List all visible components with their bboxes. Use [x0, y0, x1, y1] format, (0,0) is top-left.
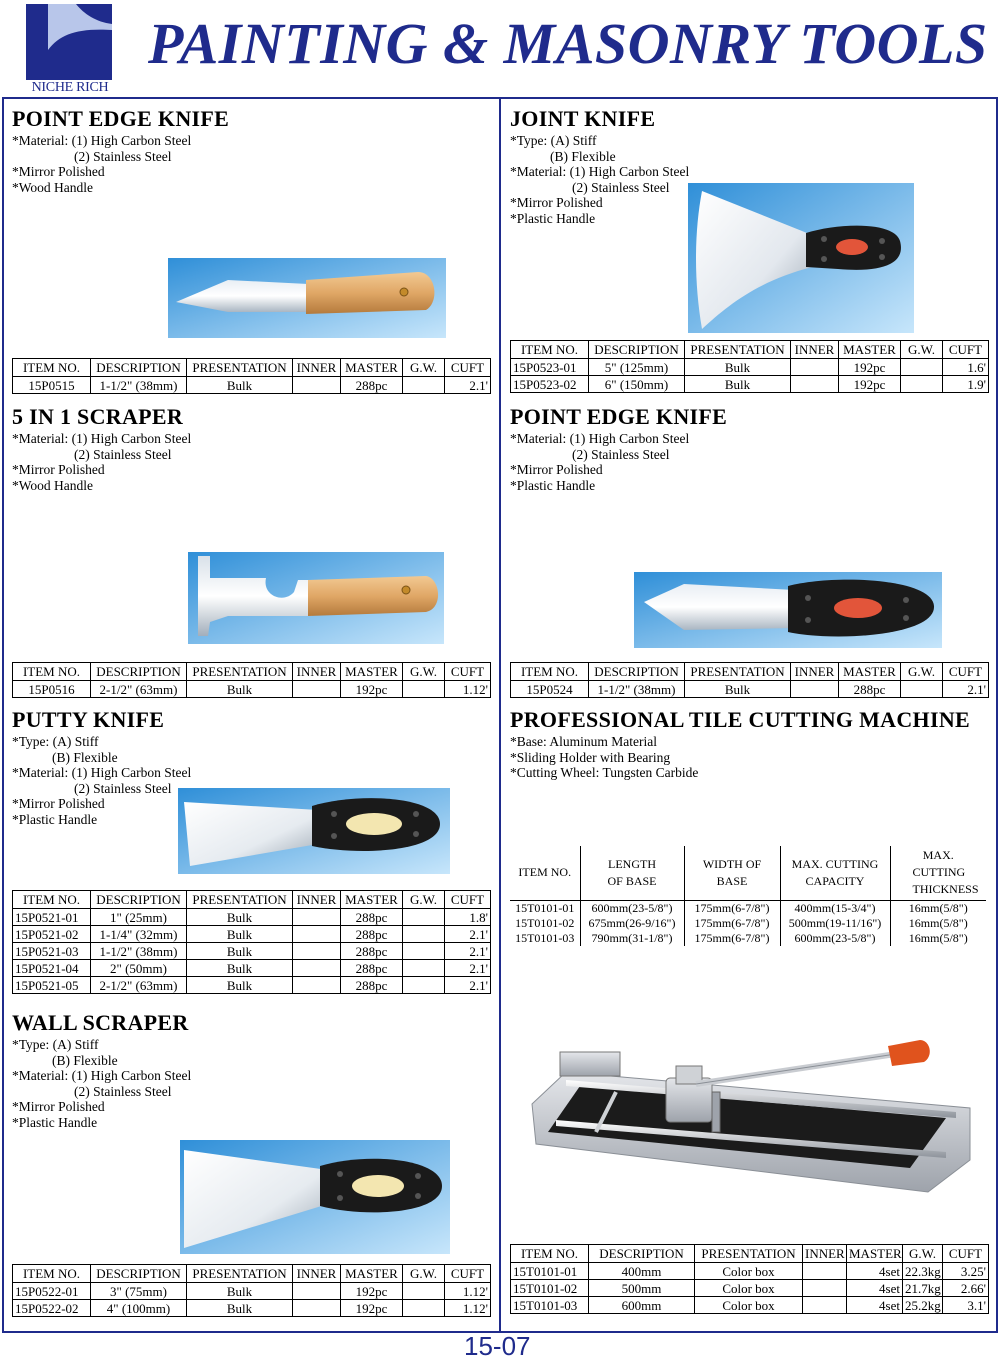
cell-presentation: Bulk	[187, 960, 293, 977]
table-row	[13, 909, 491, 926]
col-header: DESCRIPTION	[91, 663, 187, 681]
cell-description: 1" (25mm)	[91, 909, 187, 926]
column-divider	[499, 97, 501, 1333]
cell-item-no: 15T0101-02	[510, 916, 580, 931]
section-title: 5 IN 1 SCRAPER	[12, 404, 184, 429]
table-row	[510, 916, 986, 931]
table-row	[511, 681, 989, 698]
table-row	[13, 681, 491, 698]
col-header: INNER	[803, 1245, 847, 1263]
spec-line: *Mirror Polished	[510, 462, 603, 477]
cell-cuft: 1.6'	[943, 359, 989, 376]
logo-text: NICHE RICH	[31, 80, 109, 95]
table-row	[13, 926, 491, 943]
cell-capacity: 500mm(19-11/16")	[780, 916, 890, 931]
cell-description: 2-1/2" (63mm)	[91, 977, 187, 994]
table-row	[13, 960, 491, 977]
col-header: PRESENTATION	[685, 341, 791, 359]
table-row	[511, 359, 989, 376]
spec-line: *Wood Handle	[12, 179, 94, 195]
cell-presentation: Bulk	[685, 681, 791, 698]
cell-cuft: 1.12'	[445, 1283, 491, 1300]
cell-cuft: 2.1'	[943, 681, 989, 698]
spec-line: *Type: (A) Stiff	[12, 734, 99, 749]
spec-list	[12, 133, 229, 195]
niche-rich-logo-mark	[26, 4, 112, 80]
cell-item-no: 15T0101-03	[510, 931, 580, 946]
col-header: ITEM NO.	[13, 359, 91, 377]
cell-presentation: Bulk	[187, 1300, 293, 1317]
col-header: CUFT	[943, 1245, 989, 1263]
cell-cuft: 2.1'	[445, 960, 491, 977]
col-header: PRESENTATION	[187, 663, 293, 681]
col-header: MAX. CUTTING CAPACITY	[780, 846, 890, 900]
col-header: DESCRIPTION	[91, 891, 187, 909]
cell-master: 288pc	[341, 960, 403, 977]
cell-thickness: 16mm(5/8")	[908, 900, 968, 915]
point-edge-knife-wood-photo	[168, 258, 446, 338]
table-row	[13, 377, 491, 394]
col-header: MASTER	[847, 1245, 903, 1263]
spec-list	[510, 734, 970, 781]
spec-line: *Material: (1) High Carbon Steel	[510, 431, 690, 446]
cell-cuft: 2.1'	[445, 977, 491, 994]
spec-line: *Material: (1) High Carbon Steel	[510, 164, 690, 179]
table-row	[511, 1280, 989, 1297]
section-point-edge-knife-plastic	[510, 405, 727, 493]
col-header: CUFT	[943, 341, 989, 359]
cell-cuft: 1.8'	[445, 909, 491, 926]
spec-line: *Base: Aluminum Material	[510, 734, 657, 749]
cell-description: 3" (75mm)	[91, 1283, 187, 1300]
cell-gw	[403, 909, 445, 926]
cell-capacity: 600mm(23-5/8")	[780, 931, 890, 946]
cell-length: 675mm(26-9/16")	[580, 916, 684, 931]
cell-item-no: 15T0101-01	[510, 900, 580, 916]
spec-table-point-edge-wood	[12, 358, 491, 394]
col-header: INNER	[293, 1265, 341, 1283]
col-header: INNER	[791, 663, 839, 681]
spec-table-joint-knife	[510, 340, 989, 393]
cell-item-no: 15T0101-03	[511, 1297, 589, 1314]
cell-length: 790mm(31-1/8")	[580, 931, 684, 946]
col-header: MASTER	[341, 1265, 403, 1283]
cell-description: 1-1/2" (38mm)	[91, 943, 187, 960]
table-row	[13, 1300, 491, 1317]
col-header: CUFT	[445, 663, 491, 681]
brand-logo	[24, 4, 114, 96]
col-header: PRESENTATION	[695, 1245, 803, 1263]
cell-master: 288pc	[341, 909, 403, 926]
table-row	[510, 931, 986, 946]
cell-master: 192pc	[839, 359, 901, 376]
cell-length: 600mm(23-5/8")	[580, 900, 684, 916]
spec-line: *Plastic Handle	[12, 811, 98, 827]
col-header: PRESENTATION	[187, 1265, 293, 1283]
section-5-in-1-scraper	[12, 405, 191, 493]
col-header: CUFT	[445, 1265, 491, 1283]
spec-line: (2) Stainless Steel	[572, 179, 670, 195]
cell-presentation: Color box	[695, 1280, 803, 1297]
cell-description: 4" (100mm)	[91, 1300, 187, 1317]
cell-gw	[901, 359, 943, 376]
col-header: INNER	[293, 663, 341, 681]
col-header: INNER	[293, 359, 341, 377]
cell-description: 600mm	[589, 1297, 695, 1314]
table-row	[511, 376, 989, 393]
spec-line: *Mirror Polished	[12, 462, 105, 477]
cell-master: 288pc	[839, 681, 901, 698]
cell-gw	[403, 943, 445, 960]
cell-item-no: 15P0515	[13, 377, 91, 394]
cell-presentation: Bulk	[187, 926, 293, 943]
putty-knife-photo	[178, 788, 450, 874]
spec-table-5-in-1-scraper	[12, 662, 491, 698]
table-row	[13, 943, 491, 960]
spec-line: *Material: (1) High Carbon Steel	[12, 765, 192, 780]
section-title: POINT EDGE KNIFE	[510, 404, 728, 429]
cell-cuft: 2.1'	[445, 943, 491, 960]
cell-capacity: 400mm(15-3/4")	[780, 900, 890, 916]
spec-line: *Wood Handle	[12, 477, 94, 493]
spec-list	[12, 734, 191, 827]
cell-cuft: 2.1'	[445, 377, 491, 394]
spec-line: (B) Flexible	[52, 749, 118, 765]
cell-thickness: 16mm(5/8")	[908, 930, 968, 945]
section-title: POINT EDGE KNIFE	[12, 106, 230, 131]
cell-master: 4set	[847, 1263, 903, 1280]
spec-table-putty-knife	[12, 890, 491, 994]
cell-inner	[803, 1280, 847, 1297]
table-row	[13, 1283, 491, 1300]
cell-master: 192pc	[341, 681, 403, 698]
col-header: ITEM NO.	[13, 891, 91, 909]
cell-description: 1-1/2" (38mm)	[589, 681, 685, 698]
col-header: ITEM NO.	[511, 1245, 589, 1263]
cell-item-no: 15P0523-01	[511, 359, 589, 376]
spec-table-point-edge-plastic	[510, 662, 989, 698]
cell-presentation: Color box	[695, 1297, 803, 1314]
col-header: MASTER	[341, 891, 403, 909]
cell-inner	[293, 1283, 341, 1300]
cell-gw	[403, 1283, 445, 1300]
spec-line: (2) Stainless Steel	[74, 780, 172, 796]
spec-line: *Plastic Handle	[510, 477, 596, 493]
cell-cuft: 2.66'	[943, 1280, 989, 1297]
cell-master: 4set	[847, 1297, 903, 1314]
cell-gw	[403, 926, 445, 943]
col-header: DESCRIPTION	[589, 341, 685, 359]
cell-master: 288pc	[341, 977, 403, 994]
col-header: DESCRIPTION	[91, 1265, 187, 1283]
col-header: INNER	[791, 341, 839, 359]
col-header: MASTER	[341, 359, 403, 377]
col-header: PRESENTATION	[685, 663, 791, 681]
col-header: ITEM NO.	[511, 663, 589, 681]
cell-inner	[293, 926, 341, 943]
cell-cuft: 2.1'	[445, 926, 491, 943]
cell-presentation: Bulk	[187, 943, 293, 960]
cell-presentation: Color box	[695, 1263, 803, 1280]
cell-master: 192pc	[839, 376, 901, 393]
spec-line: *Material: (1) High Carbon Steel	[12, 1068, 192, 1083]
section-title: PUTTY KNIFE	[12, 707, 165, 732]
spec-list	[510, 431, 727, 493]
joint-knife-photo	[688, 183, 914, 333]
col-header: PRESENTATION	[187, 359, 293, 377]
section-joint-knife	[510, 107, 689, 226]
spec-list	[12, 1037, 191, 1130]
page-number: 15-07	[464, 1331, 531, 1358]
spec-line: *Type: (A) Stiff	[510, 133, 597, 148]
cell-master: 288pc	[341, 943, 403, 960]
5-in-1-scraper-photo	[188, 552, 444, 644]
cell-inner	[293, 681, 341, 698]
col-header: ITEM NO.	[511, 341, 589, 359]
table-row	[13, 977, 491, 994]
spec-line: *Cutting Wheel: Tungsten Carbide	[510, 765, 699, 780]
spec-line: *Material: (1) High Carbon Steel	[12, 431, 192, 446]
cell-description: 5" (125mm)	[589, 359, 685, 376]
col-header: G.W.	[403, 663, 445, 681]
col-header: MAX. CUTTING THICKNESS	[890, 846, 986, 900]
cell-inner	[293, 909, 341, 926]
cell-item-no: 15T0101-02	[511, 1280, 589, 1297]
col-header: CUFT	[445, 359, 491, 377]
section-title: JOINT KNIFE	[510, 106, 656, 131]
cell-gw	[403, 681, 445, 698]
cell-gw	[403, 1300, 445, 1317]
cell-inner	[791, 376, 839, 393]
cell-presentation: Bulk	[187, 377, 293, 394]
cell-thickness: 16mm(5/8")	[908, 915, 968, 930]
cell-width: 175mm(6-7/8")	[684, 931, 780, 946]
col-header: G.W.	[901, 663, 943, 681]
cell-master: 192pc	[341, 1283, 403, 1300]
spec-line: *Material: (1) High Carbon Steel	[12, 133, 192, 148]
table-row	[510, 900, 986, 916]
cell-item-no: 15P0523-02	[511, 376, 589, 393]
col-header: G.W.	[903, 1245, 943, 1263]
point-edge-knife-plastic-photo	[634, 572, 942, 648]
cell-description: 6" (150mm)	[589, 376, 685, 393]
cell-item-no: 15P0522-01	[13, 1283, 91, 1300]
col-header: ITEM NO.	[13, 663, 91, 681]
cell-item-no: 15P0521-04	[13, 960, 91, 977]
section-putty-knife	[12, 708, 191, 827]
spec-line: (B) Flexible	[550, 148, 616, 164]
cell-description: 2-1/2" (63mm)	[91, 681, 187, 698]
cell-gw	[901, 376, 943, 393]
cell-gw	[403, 960, 445, 977]
cell-item-no: 15P0521-01	[13, 909, 91, 926]
spec-line: *Plastic Handle	[510, 210, 596, 226]
section-wall-scraper	[12, 1011, 191, 1130]
spec-line: (2) Stainless Steel	[74, 148, 172, 164]
cell-gw	[403, 377, 445, 394]
col-header: MASTER	[839, 341, 901, 359]
cell-master: 192pc	[341, 1300, 403, 1317]
cell-description: 500mm	[589, 1280, 695, 1297]
col-header: INNER	[293, 891, 341, 909]
cell-gw	[403, 977, 445, 994]
spec-line: *Type: (A) Stiff	[12, 1037, 99, 1052]
spec-line: *Mirror Polished	[510, 195, 603, 210]
section-tile-cutting-machine	[510, 708, 970, 781]
cell-item-no: 15P0524	[511, 681, 589, 698]
spec-table-tile-machine	[510, 1244, 989, 1314]
cell-presentation: Bulk	[187, 977, 293, 994]
cell-presentation: Bulk	[187, 1283, 293, 1300]
col-header: ITEM NO.	[13, 1265, 91, 1283]
cell-inner	[293, 377, 341, 394]
cell-cuft: 3.1'	[943, 1297, 989, 1314]
cell-inner	[803, 1263, 847, 1280]
section-title: WALL SCRAPER	[12, 1010, 189, 1035]
cell-description: 1-1/2" (38mm)	[91, 377, 187, 394]
cell-inner	[791, 359, 839, 376]
cell-gw: 22.3kg	[903, 1263, 943, 1280]
spec-line: (2) Stainless Steel	[572, 446, 670, 462]
spec-line: *Mirror Polished	[12, 164, 105, 179]
spec-line: (B) Flexible	[52, 1052, 118, 1068]
col-header: MASTER	[839, 663, 901, 681]
cell-item-no: 15P0521-05	[13, 977, 91, 994]
col-header: CUFT	[445, 891, 491, 909]
col-header: PRESENTATION	[187, 891, 293, 909]
col-header: G.W.	[403, 891, 445, 909]
cell-width: 175mm(6-7/8")	[684, 900, 780, 916]
cell-item-no: 15P0521-02	[13, 926, 91, 943]
section-title: PROFESSIONAL TILE CUTTING MACHINE	[510, 707, 970, 732]
cell-item-no: 15P0521-03	[13, 943, 91, 960]
col-header: CUFT	[943, 663, 989, 681]
cell-master: 288pc	[341, 377, 403, 394]
cell-cuft: 1.12'	[445, 1300, 491, 1317]
spec-line: (2) Stainless Steel	[74, 1083, 172, 1099]
cell-master: 288pc	[341, 926, 403, 943]
cell-cuft: 1.12'	[445, 681, 491, 698]
spec-list	[12, 431, 191, 493]
cell-width: 175mm(6-7/8")	[684, 916, 780, 931]
cell-description: 2" (50mm)	[91, 960, 187, 977]
cell-presentation: Bulk	[685, 359, 791, 376]
col-header: DESCRIPTION	[589, 663, 685, 681]
col-header: WIDTH OF BASE	[684, 846, 780, 900]
cell-master: 4set	[847, 1280, 903, 1297]
cell-item-no: 15P0522-02	[13, 1300, 91, 1317]
col-header: DESCRIPTION	[589, 1245, 695, 1263]
cell-inner	[791, 681, 839, 698]
spec-table-wall-scraper	[12, 1264, 491, 1317]
tile-machine-size-table	[510, 846, 986, 946]
cell-cuft: 3.25'	[943, 1263, 989, 1280]
cell-cuft: 1.9'	[943, 376, 989, 393]
table-row	[511, 1263, 989, 1280]
col-header: DESCRIPTION	[91, 359, 187, 377]
table-row	[511, 1297, 989, 1314]
cell-inner	[803, 1297, 847, 1314]
spec-line: *Plastic Handle	[12, 1114, 98, 1130]
cell-gw	[901, 681, 943, 698]
cell-gw: 21.7kg	[903, 1280, 943, 1297]
cell-item-no: 15T0101-01	[511, 1263, 589, 1280]
spec-line: (2) Stainless Steel	[74, 446, 172, 462]
tile-cutting-machine-photo	[526, 1032, 974, 1200]
wall-scraper-photo	[180, 1140, 450, 1254]
spec-list	[510, 133, 689, 226]
spec-line: *Mirror Polished	[12, 796, 105, 811]
section-point-edge-knife-wood	[12, 107, 229, 195]
col-header: ITEM NO.	[510, 846, 580, 900]
spec-line: *Mirror Polished	[12, 1099, 105, 1114]
cell-inner	[293, 943, 341, 960]
cell-inner	[293, 1300, 341, 1317]
cell-inner	[293, 960, 341, 977]
page-title: PAINTING & MASONRY TOOLS	[148, 11, 988, 76]
spec-line: *Sliding Holder with Bearing	[510, 749, 671, 765]
col-header: LENGTH OF BASE	[580, 846, 684, 900]
cell-inner	[293, 977, 341, 994]
cell-gw: 25.2kg	[903, 1297, 943, 1314]
col-header: G.W.	[901, 341, 943, 359]
cell-presentation: Bulk	[187, 681, 293, 698]
cell-description: 400mm	[589, 1263, 695, 1280]
col-header: MASTER	[341, 663, 403, 681]
cell-description: 1-1/4" (32mm)	[91, 926, 187, 943]
cell-item-no: 15P0516	[13, 681, 91, 698]
col-header: G.W.	[403, 359, 445, 377]
col-header: G.W.	[403, 1265, 445, 1283]
cell-presentation: Bulk	[187, 909, 293, 926]
cell-presentation: Bulk	[685, 376, 791, 393]
